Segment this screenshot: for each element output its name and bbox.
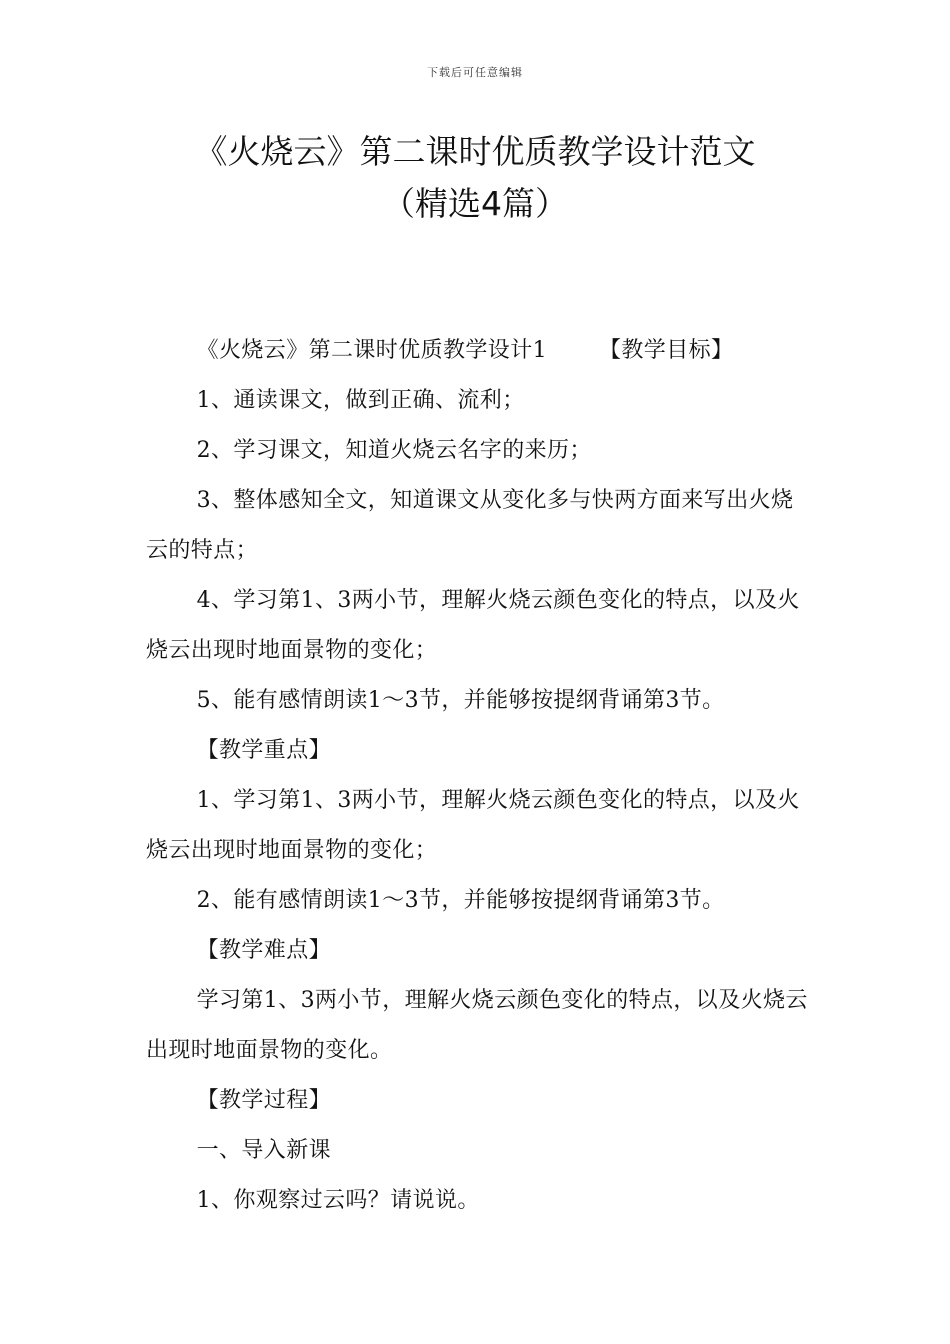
difficulty-item: 学习第1、3两小节，理解火烧云颜色变化的特点，以及火烧云出现时地面景物的变化。: [146, 988, 808, 1063]
objective-item: 2、学习课文，知道火烧云名字的来历；: [196, 438, 592, 463]
objective-item: 1、通读课文，做到正确、流利；: [196, 388, 525, 413]
document-title: [0, 126, 950, 230]
process-heading: 【教学过程】: [196, 1088, 331, 1113]
key-point-item: 1、学习第1、3两小节，理解火烧云颜色变化的特点，以及火烧云出现时地面景物的变化；: [146, 788, 800, 863]
objectives-heading: 【教学目标】: [599, 338, 734, 363]
objective-item: 4、学习第1、3两小节，理解火烧云颜色变化的特点，以及火烧云出现时地面景物的变化；: [146, 588, 800, 663]
title-line-2: （精选4篇）: [382, 184, 568, 223]
difficulties-heading: 【教学难点】: [196, 938, 331, 963]
key-point-item: 2、能有感情朗读1～3节，并能够按提纲背诵第3节。: [196, 888, 725, 913]
key-points-heading: 【教学重点】: [196, 738, 331, 763]
process-item: 一、导入新课: [196, 1138, 331, 1163]
section-title: 《火烧云》第二课时优质教学设计1: [196, 338, 547, 363]
section-title-line: [146, 326, 810, 376]
objective-item: 3、整体感知全文，知道课文从变化多与快两方面来写出火烧云的特点；: [146, 488, 794, 563]
header-note: 下载后可任意编辑: [427, 66, 523, 79]
process-item: 1、你观察过云吗？请说说。: [196, 1188, 480, 1213]
document-body: [146, 326, 810, 1226]
title-line-1: 《火烧云》第二课时优质教学设计范文: [194, 132, 756, 171]
objective-item: 5、能有感情朗读1～3节，并能够按提纲背诵第3节。: [196, 688, 725, 713]
